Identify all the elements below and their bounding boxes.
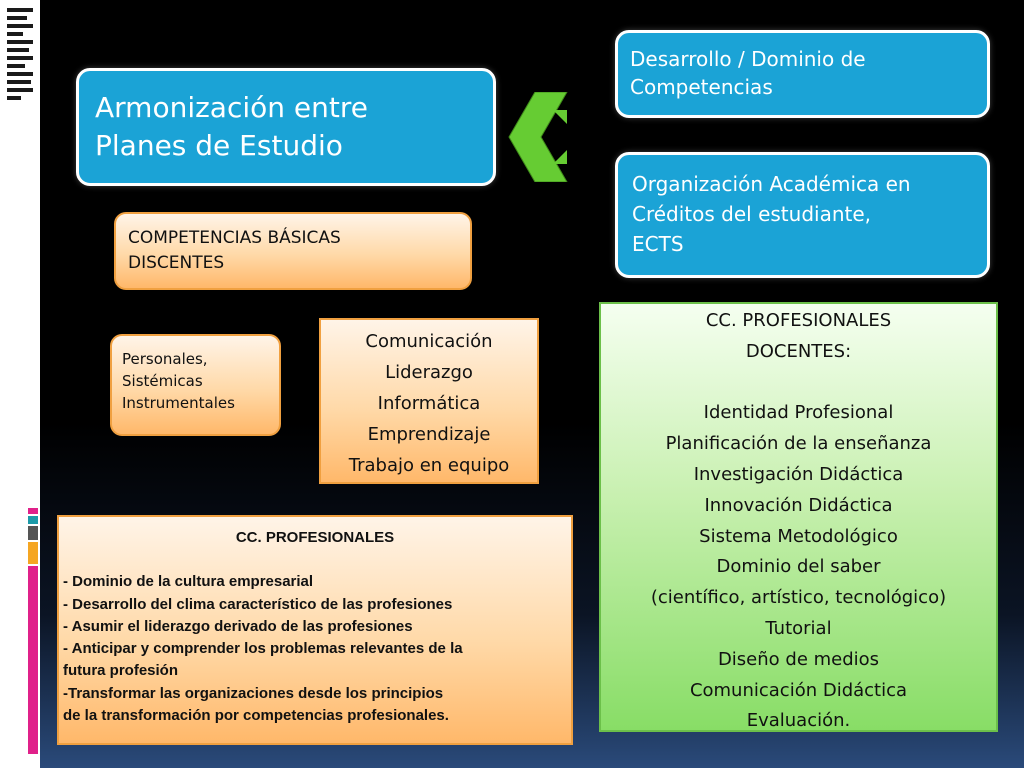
- accent-mark-magenta: [28, 508, 38, 514]
- docentes-line-13: Comunicación Didáctica: [689, 679, 908, 701]
- dominio-line-2: Competencias: [630, 75, 773, 99]
- comunicacion-line-4: Emprendizaje: [367, 424, 491, 445]
- comunicacion-line-3: Informática: [377, 393, 481, 414]
- profesionales-line-3: - Asumir el liderazgo derivado de las profesiones: [63, 617, 413, 635]
- docentes-line-3: [605, 368, 992, 399]
- profesionales-heading: CC. PROFESIONALES: [235, 529, 395, 546]
- cc-profesionales-docentes-box: [599, 302, 998, 732]
- cc-profesionales-box: [57, 515, 573, 745]
- docentes-line-8: Sistema Metodológico: [699, 525, 898, 547]
- decorative-lines: [7, 8, 33, 104]
- organizacion-academica-box: [615, 152, 990, 278]
- dominio-line-1: Desarrollo / Dominio de: [630, 47, 866, 71]
- color-accent-marks: [28, 508, 38, 756]
- docentes-line-12: Diseño de medios: [717, 648, 880, 670]
- docentes-line-6: Investigación Didáctica: [693, 463, 904, 485]
- docentes-line-11: Tutorial: [765, 617, 832, 639]
- title-box: [76, 68, 496, 186]
- profesionales-line-1: - Dominio de la cultura empresarial: [63, 573, 314, 591]
- docentes-line-4: Identidad Profesional: [703, 402, 894, 424]
- comunicacion-line-1: Comunicación: [365, 331, 493, 352]
- competencias-basicas-box: [114, 212, 472, 290]
- accent-mark-teal: [28, 516, 38, 524]
- personales-line-1: Personales,: [122, 350, 208, 368]
- profesionales-line-4: - Anticipar y comprender los problemas relevantes de la: [63, 640, 463, 658]
- competencias-line-1: COMPETENCIAS BÁSICAS: [128, 228, 341, 248]
- double-arrow-icon: [505, 92, 573, 182]
- title-line-2: Planes de Estudio: [95, 129, 343, 162]
- personales-line-2: Sistémicas: [122, 372, 203, 390]
- profesionales-line-7: de la transformación por competencias profesionales.: [63, 707, 449, 725]
- profesionales-line-5: futura profesión: [63, 662, 178, 680]
- comunicacion-line-5: Trabajo en equipo: [348, 455, 510, 476]
- personales-line-3: Instrumentales: [122, 394, 235, 412]
- docentes-line-14: Evaluación.: [746, 710, 851, 732]
- profesionales-line-6: -Transformar las organizaciones desde los principios: [63, 684, 444, 702]
- profesionales-spacer: [63, 549, 567, 571]
- comunicacion-line-2: Liderazgo: [385, 362, 473, 383]
- organizacion-line-1: Organización Académica en: [632, 172, 911, 196]
- accent-mark-orange: [28, 542, 38, 564]
- docentes-line-5: Planificación de la enseñanza: [665, 433, 932, 455]
- docentes-line-1: CC. PROFESIONALES: [705, 310, 892, 331]
- accent-mark-gray: [28, 526, 38, 540]
- organizacion-line-3: ECTS: [632, 232, 684, 256]
- organizacion-line-2: Créditos del estudiante,: [632, 202, 872, 226]
- docentes-line-10: (científico, artístico, tecnológico): [650, 587, 947, 609]
- title-line-1: Armonización entre: [95, 91, 368, 124]
- docentes-line-7: Innovación Didáctica: [704, 494, 893, 516]
- comunicacion-box: [319, 318, 539, 484]
- accent-mark-magenta-long: [28, 566, 38, 754]
- docentes-line-2: DOCENTES:: [745, 340, 852, 362]
- docentes-line-9: Dominio del saber: [716, 556, 881, 578]
- personales-box: [110, 334, 281, 436]
- left-sidebar-decoration: [0, 0, 40, 768]
- profesionales-line-2: - Desarrollo del clima característico de las profesiones: [63, 595, 453, 613]
- competencias-line-2: DISCENTES: [128, 253, 225, 273]
- dominio-competencias-box: [615, 30, 990, 118]
